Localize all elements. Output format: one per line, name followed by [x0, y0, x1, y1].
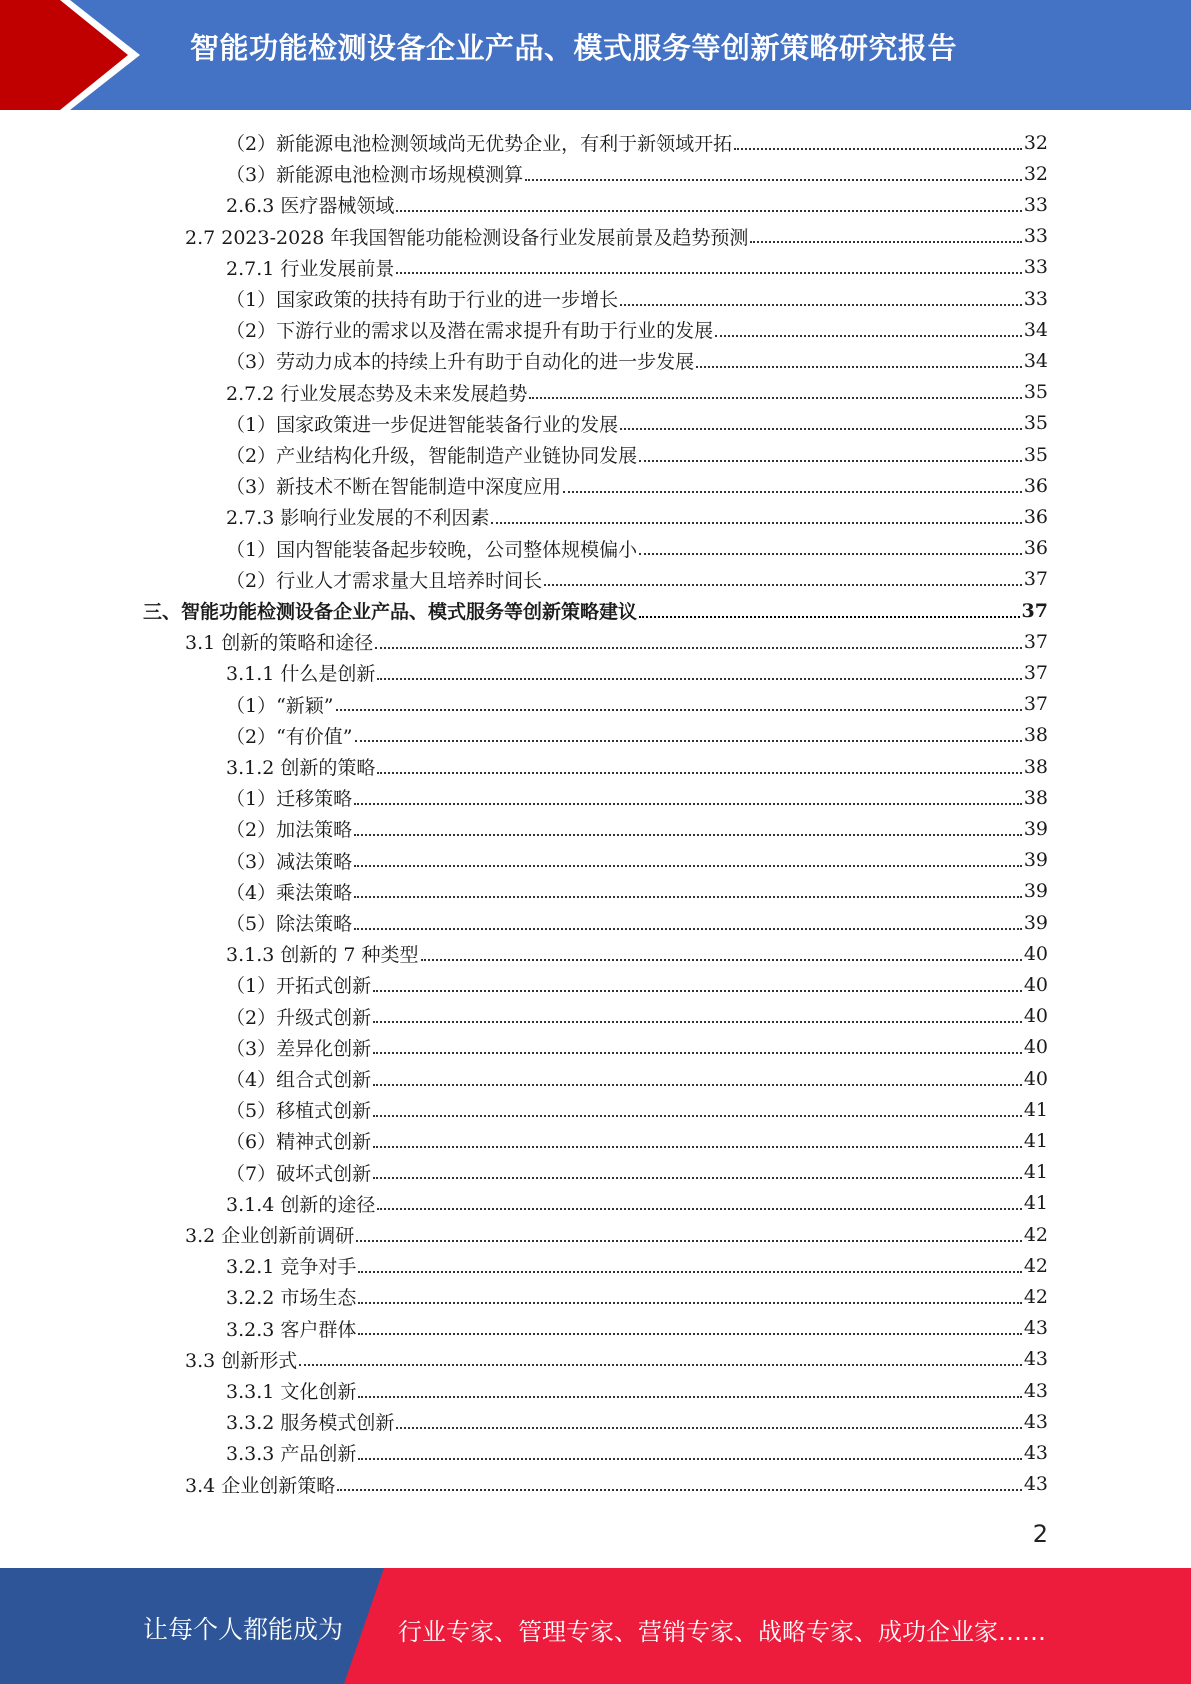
toc-dot-leader: [358, 1333, 1021, 1335]
toc-entry-label: 3.2.3 客户群体: [226, 1318, 357, 1341]
toc-entry-label: 2.7.3 影响行业发展的不利因素: [226, 507, 490, 530]
toc-entry-page: 43: [1023, 1317, 1048, 1340]
toc-entry[interactable]: [226, 1406, 1048, 1437]
toc-entry[interactable]: [143, 595, 1048, 626]
toc-dot-leader: [639, 616, 1020, 618]
toc-entry-label: 3.3 创新形式: [185, 1349, 298, 1372]
toc-entry-page: 38: [1023, 724, 1048, 747]
toc-entry-label: （2）产业结构化升级，智能制造产业链协同发展: [226, 445, 638, 467]
report-title: 智能功能检测设备企业产品、模式服务等创新策略研究报告: [190, 31, 958, 65]
toc-dot-leader: [358, 1271, 1021, 1273]
toc-entry[interactable]: [185, 221, 1048, 252]
toc-entry-page: 43: [1023, 1473, 1048, 1496]
toc-entry-page: 43: [1023, 1410, 1048, 1433]
toc-entry-label: 3.4 企业创新策略: [185, 1474, 336, 1497]
toc-entry-label: 3.1.3 创新的 7 种类型: [226, 944, 419, 967]
toc-entry-page: 33: [1023, 256, 1048, 279]
toc-entry-label: （2）加法策略: [226, 819, 353, 842]
toc-entry-page: 40: [1023, 1005, 1048, 1028]
toc-dot-leader: [373, 1115, 1022, 1117]
toc-dot-leader: [396, 210, 1021, 212]
toc-dot-leader: [734, 148, 1022, 150]
toc-entry[interactable]: [226, 1094, 1048, 1125]
toc-dot-leader: [354, 865, 1022, 867]
toc-entry-page: 42: [1023, 1285, 1048, 1308]
toc-dot-leader: [377, 1208, 1021, 1210]
toc-dot-leader: [354, 928, 1022, 930]
toc-dot-leader: [696, 366, 1022, 368]
toc-dot-leader: [373, 1084, 1022, 1086]
toc-dot-leader: [356, 1240, 1022, 1242]
toc-dot-leader: [375, 647, 1022, 649]
toc-dot-leader: [355, 740, 1022, 742]
toc-dot-leader: [354, 834, 1022, 836]
toc-entry-page: 40: [1023, 942, 1048, 965]
toc-dot-leader: [396, 1427, 1021, 1429]
toc-dot-leader: [377, 772, 1021, 774]
toc-dot-leader: [620, 428, 1022, 430]
toc-dot-leader: [358, 1396, 1021, 1398]
toc-entry-page: 39: [1023, 880, 1048, 903]
toc-entry-page: 35: [1023, 443, 1048, 466]
toc-entry-label: 3.3.2 服务模式创新: [226, 1412, 395, 1435]
toc-dot-leader: [639, 460, 1022, 462]
toc-entry-label: （1）国家政策的扶持有助于行业的进一步增长: [226, 289, 619, 311]
toc-entry-label: 3.2 企业创新前调研: [185, 1225, 355, 1247]
toc-entry-label: （1）“新颖”: [226, 694, 334, 717]
toc-entry-label: 2.7.2 行业发展态势及未来发展趋势: [226, 382, 528, 405]
toc-entry-label: （3）新技术不断在智能制造中深度应用: [226, 476, 562, 499]
toc-entry[interactable]: [226, 470, 1048, 501]
toc-entry-page: 37: [1021, 599, 1048, 622]
toc-entry[interactable]: [226, 720, 1048, 751]
toc-entry-label: 2.7 2023-2028 年我国智能功能检测设备行业发展前景及趋势预测: [185, 226, 749, 249]
toc-entry-label: （4）乘法策略: [226, 881, 353, 904]
toc-entry-label: 3.1.4 创新的途径: [226, 1193, 376, 1216]
toc-dot-leader: [563, 491, 1022, 493]
page-header: [0, 0, 1191, 110]
footer-slogan-right: 行业专家、管理专家、营销专家、战略专家、成功企业家……: [398, 1618, 1046, 1646]
toc-entry-page: 43: [1023, 1441, 1048, 1464]
toc-entry-label: （7）破坏式创新: [226, 1162, 372, 1185]
toc-dot-leader: [373, 990, 1022, 992]
toc-entry-page: 34: [1023, 349, 1048, 372]
toc-entry[interactable]: [226, 345, 1048, 376]
toc-entry-page: 41: [1023, 1129, 1048, 1152]
footer-slogan-left: 让每个人都能成为: [143, 1615, 344, 1644]
header-chevron-decoration: [0, 0, 150, 110]
toc-entry-page: 36: [1023, 474, 1048, 497]
toc-dot-leader: [750, 241, 1021, 243]
toc-dot-leader: [337, 1489, 1022, 1491]
toc-entry-label: （5）移植式创新: [226, 1100, 372, 1123]
toc-entry-label: （3）劳动力成本的持续上升有助于自动化的进一步发展: [226, 351, 695, 374]
toc-entry-label: （2）新能源电池检测领域尚无优势企业，有利于新领域开拓: [226, 133, 733, 155]
toc-entry[interactable]: [226, 1437, 1048, 1468]
toc-dot-leader: [715, 335, 1022, 337]
toc-entry-label: （1）开拓式创新: [226, 975, 372, 998]
toc-dot-leader: [373, 1177, 1022, 1179]
toc-entry[interactable]: [226, 813, 1048, 844]
toc-dot-leader: [377, 678, 1021, 680]
toc-dot-leader: [396, 272, 1021, 274]
toc-entry[interactable]: [226, 283, 1048, 314]
toc-entry-page: 37: [1023, 693, 1048, 716]
toc-entry-page: 36: [1023, 505, 1048, 528]
toc-dot-leader: [358, 1458, 1021, 1460]
toc-entry-page: 36: [1023, 537, 1048, 560]
toc-entry-page: 39: [1023, 849, 1048, 872]
toc-dot-leader: [525, 179, 1022, 181]
toc-entry[interactable]: [226, 1188, 1048, 1219]
toc-entry-page: 35: [1023, 381, 1048, 404]
toc-entry-label: （1）迁移策略: [226, 788, 353, 811]
toc-entry-label: 3.1.1 什么是创新: [226, 663, 376, 686]
toc-entry-page: 40: [1023, 973, 1048, 996]
toc-entry-label: 3.3.1 文化创新: [226, 1381, 357, 1403]
toc-entry-page: 39: [1023, 911, 1048, 934]
toc-entry-label: （2）行业人才需求量大且培养时间长: [226, 569, 543, 592]
toc-dot-leader: [354, 896, 1022, 898]
toc-entry[interactable]: [226, 439, 1048, 470]
toc-dot-leader: [529, 397, 1021, 399]
toc-entry-page: 33: [1023, 287, 1048, 310]
toc-entry[interactable]: [226, 158, 1048, 189]
toc-entry[interactable]: [226, 938, 1048, 969]
toc-entry[interactable]: [226, 252, 1048, 283]
toc-entry[interactable]: [226, 408, 1048, 439]
toc-entry[interactable]: [226, 314, 1048, 345]
toc-entry[interactable]: [226, 969, 1048, 1000]
toc-entry-label: 3.3.3 产品创新: [226, 1443, 357, 1466]
toc-entry-page: 37: [1023, 661, 1048, 684]
toc-dot-leader: [299, 1364, 1022, 1366]
toc-entry-label: （2）升级式创新: [226, 1006, 372, 1029]
toc-entry-page: 38: [1023, 786, 1048, 809]
toc-entry[interactable]: [226, 845, 1048, 876]
toc-entry-page: 42: [1023, 1254, 1048, 1277]
toc-entry-page: 37: [1023, 568, 1048, 591]
toc-entry-page: 34: [1023, 318, 1048, 341]
toc-dot-leader: [544, 584, 1022, 586]
toc-dot-leader: [358, 1302, 1021, 1304]
toc-entry-label: 3.2.2 市场生态: [226, 1287, 357, 1310]
page-number: 2: [1032, 1520, 1048, 1548]
toc-entry-label: （3）新能源电池检测市场规模测算: [226, 164, 524, 187]
toc-dot-leader: [421, 959, 1022, 961]
toc-dot-leader: [491, 522, 1021, 524]
toc-entry-label: 3.1 创新的策略和途径: [185, 632, 374, 655]
toc-entry[interactable]: [226, 1001, 1048, 1032]
toc-entry-page: 42: [1023, 1223, 1048, 1246]
toc-entry-label: （3）差异化创新: [226, 1037, 372, 1060]
toc-entry-label: 三、智能功能检测设备企业产品、模式服务等创新策略建议: [143, 601, 638, 623]
toc-entry[interactable]: [226, 377, 1048, 408]
toc-entry[interactable]: [226, 127, 1048, 158]
toc-entry[interactable]: [185, 1469, 1048, 1500]
toc-entry-label: （1）国家政策进一步促进智能装备行业的发展: [226, 413, 619, 436]
toc-entry-label: （5）除法策略: [226, 913, 353, 935]
toc-entry-page: 40: [1023, 1067, 1048, 1090]
toc-entry-label: （6）精神式创新: [226, 1131, 372, 1154]
toc-entry[interactable]: [226, 1375, 1048, 1406]
toc-entry-page: 41: [1023, 1161, 1048, 1184]
toc-entry-label: （4）组合式创新: [226, 1069, 372, 1091]
toc-entry-page: 37: [1023, 630, 1048, 653]
toc-entry[interactable]: [226, 533, 1048, 564]
toc-entry-page: 38: [1023, 755, 1048, 778]
toc-entry[interactable]: [226, 689, 1048, 720]
toc-dot-leader: [373, 1021, 1022, 1023]
toc-entry[interactable]: [185, 1219, 1048, 1250]
toc-entry[interactable]: [226, 1157, 1048, 1188]
toc-entry-label: （3）减法策略: [226, 850, 353, 873]
toc-entry-page: 41: [1023, 1192, 1048, 1215]
toc-entry-label: （1）国内智能装备起步较晚，公司整体规模偏小: [226, 538, 638, 561]
toc-dot-leader: [373, 1146, 1022, 1148]
toc-entry-page: 32: [1023, 131, 1048, 154]
toc-entry-page: 41: [1023, 1098, 1048, 1121]
toc-entry[interactable]: [185, 1344, 1048, 1375]
toc-entry-page: 32: [1023, 162, 1048, 185]
toc-entry-page: 40: [1023, 1036, 1048, 1059]
toc-entry[interactable]: [226, 907, 1048, 938]
toc-dot-leader: [620, 304, 1022, 306]
toc-entry-label: 2.7.1 行业发展前景: [226, 257, 395, 280]
toc-entry[interactable]: [226, 564, 1048, 595]
page-footer: [0, 1568, 1191, 1684]
toc-entry[interactable]: [226, 751, 1048, 782]
toc-entry-page: 35: [1023, 412, 1048, 435]
toc-entry[interactable]: [226, 1281, 1048, 1312]
toc-entry[interactable]: [226, 189, 1048, 220]
toc-dot-leader: [354, 803, 1022, 805]
toc-entry[interactable]: [226, 1250, 1048, 1281]
toc-entry[interactable]: [226, 1063, 1048, 1094]
toc-entry-page: 33: [1023, 225, 1048, 248]
toc-dot-leader: [373, 1052, 1022, 1054]
toc-entry-label: 3.2.1 竞争对手: [226, 1256, 357, 1279]
toc-entry[interactable]: [226, 782, 1048, 813]
toc-entry-label: 2.6.3 医疗器械领域: [226, 195, 395, 218]
toc-dot-leader: [336, 709, 1022, 711]
toc-entry[interactable]: [226, 501, 1048, 532]
toc-entry[interactable]: [226, 657, 1048, 688]
toc-entry[interactable]: [185, 626, 1048, 657]
toc-entry-page: 33: [1023, 193, 1048, 216]
toc-entry[interactable]: [226, 876, 1048, 907]
toc-entry-label: （2）“有价值”: [226, 725, 353, 748]
toc-entry-page: 39: [1023, 817, 1048, 840]
toc-dot-leader: [639, 553, 1022, 555]
toc-entry-page: 43: [1023, 1348, 1048, 1371]
toc-entry-label: 3.1.2 创新的策略: [226, 757, 376, 779]
toc-entry[interactable]: [226, 1032, 1048, 1063]
toc-entry-label: （2）下游行业的需求以及潜在需求提升有助于行业的发展: [226, 320, 714, 343]
toc-entry-page: 43: [1023, 1379, 1048, 1402]
toc-entry[interactable]: [226, 1125, 1048, 1156]
toc-entry[interactable]: [226, 1313, 1048, 1344]
